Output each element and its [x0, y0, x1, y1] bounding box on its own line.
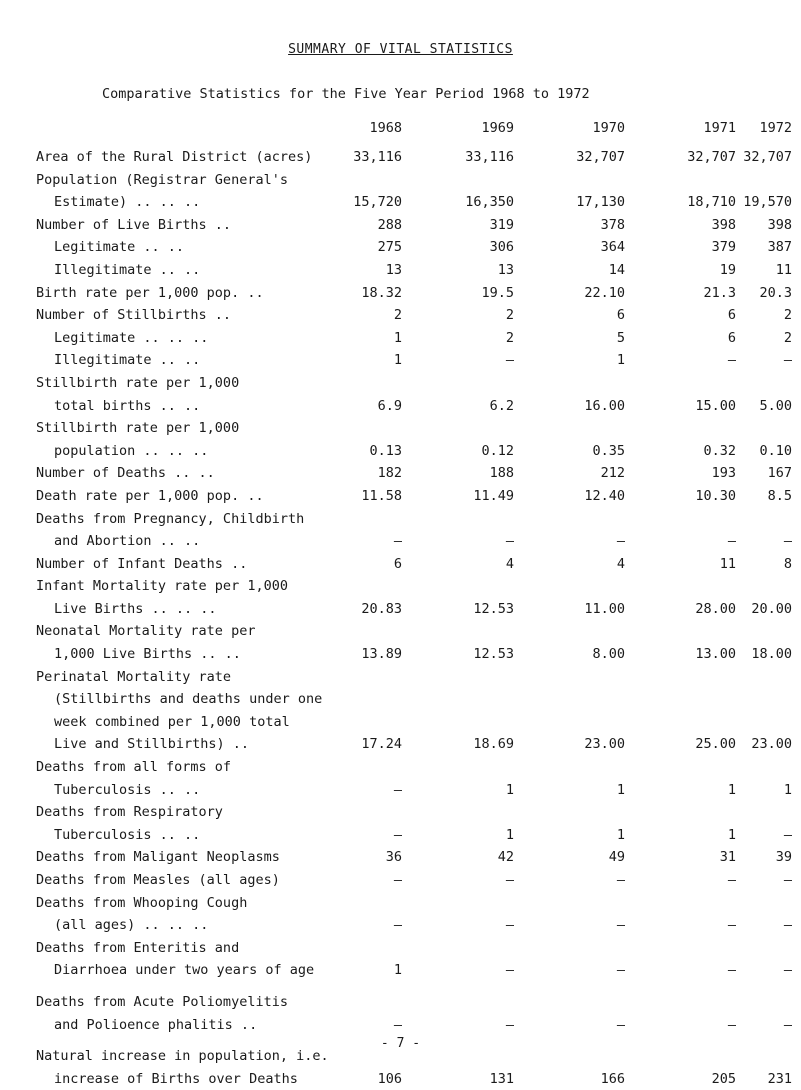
cell-value: 28.00: [695, 600, 736, 617]
table-row: [36, 869, 796, 892]
cell-value: 33,116: [353, 149, 402, 165]
row-label: [36, 756, 336, 801]
cell-value: –: [505, 872, 514, 888]
cell-value: 0.32: [703, 442, 736, 459]
row-label-line: Infant Mortality rate per 1,000: [36, 578, 288, 595]
cell-value: 8: [783, 555, 792, 572]
row-label-line: 1,000 Live Births .. ..: [54, 646, 241, 663]
cell-value: 5: [616, 329, 625, 346]
cell-value: 212: [600, 465, 625, 482]
row-label-line: population .. .. ..: [54, 442, 209, 459]
row-label: [36, 846, 336, 869]
cell-value: 1: [727, 781, 736, 798]
table-row: [36, 214, 796, 237]
row-label: [36, 214, 336, 237]
table-row: [36, 304, 796, 327]
row-label: [36, 169, 336, 214]
cell-value: 12.53: [473, 600, 514, 617]
cell-value: –: [616, 917, 625, 934]
row-label-line: Legitimate .. ..: [54, 239, 185, 256]
row-label-line: Illegitimate .. ..: [54, 261, 201, 278]
table-row: [36, 259, 796, 282]
table-row: [36, 937, 796, 982]
cell-value: 17,130: [576, 194, 625, 211]
row-label: [36, 892, 336, 937]
cell-value: 4: [616, 555, 625, 572]
cell-value: 398: [711, 216, 736, 233]
cell-value: 275: [377, 239, 402, 256]
year-header: 1971: [703, 119, 736, 136]
cell-value: 25.00: [695, 736, 736, 753]
cell-value: 1: [616, 826, 625, 843]
row-label-line: Number of Live Births ..: [36, 216, 232, 233]
row-label-line: Deaths from Acute Poliomyelitis: [36, 993, 288, 1010]
row-label-line: Deaths from Whooping Cough: [36, 894, 248, 911]
cell-value: 13: [385, 261, 402, 278]
cell-value: –: [783, 917, 792, 934]
row-label: [36, 801, 336, 846]
row-label-line: (Stillbirths and deaths under one: [54, 691, 323, 708]
row-label: [36, 236, 336, 259]
cell-value: 19,570: [743, 194, 792, 211]
cell-value: 6: [616, 307, 625, 324]
cell-value: 188: [489, 465, 514, 482]
cell-value: 106: [377, 1070, 402, 1087]
cell-value: 13.89: [361, 646, 402, 663]
cell-value: 1: [393, 352, 402, 369]
cell-value: 193: [711, 465, 736, 482]
row-label-line: Estimate) .. .. ..: [54, 194, 201, 211]
row-label-line: Deaths from Enteritis and: [36, 939, 240, 956]
row-label: [36, 1045, 336, 1090]
table-row: [36, 620, 796, 665]
cell-value: 6.2: [489, 397, 514, 414]
row-label-line: Stillbirth rate per 1,000: [36, 420, 240, 437]
cell-value: –: [393, 781, 402, 798]
cell-value: 23.00: [584, 736, 625, 753]
table-row: [36, 169, 796, 214]
cell-value: 6: [727, 329, 736, 346]
cell-value: 231: [767, 1070, 792, 1087]
cell-value: 22.10: [584, 284, 625, 301]
cell-value: –: [393, 917, 402, 934]
cell-value: 6: [393, 555, 402, 572]
cell-value: 1: [393, 329, 402, 346]
cell-value: 131: [489, 1070, 514, 1087]
row-label-line: Natural increase in population, i.e.: [36, 1048, 329, 1065]
cell-value: 306: [489, 239, 514, 256]
cell-value: –: [393, 1016, 402, 1033]
cell-value: 19: [719, 261, 736, 278]
row-label-line: (all ages) .. .. ..: [54, 917, 209, 934]
cell-value: –: [505, 917, 514, 934]
table-row: [36, 575, 796, 620]
row-label: [36, 327, 336, 350]
cell-value: 15,720: [353, 194, 402, 211]
row-label-line: Deaths from Maligant Neoplasms: [36, 849, 280, 866]
row-label: [36, 349, 336, 372]
row-label: [36, 282, 336, 305]
year-header: 1972: [759, 119, 792, 136]
cell-value: 378: [600, 216, 625, 233]
cell-value: –: [616, 1016, 625, 1033]
table-row: [36, 372, 796, 417]
cell-value: 8.00: [592, 646, 625, 663]
cell-value: 13: [497, 261, 514, 278]
cell-value: 32,707: [576, 149, 625, 165]
row-label-line: Birth rate per 1,000 pop. ..: [36, 284, 264, 301]
row-label-line: Deaths from Measles (all ages): [36, 872, 280, 888]
row-label-line: Live Births .. .. ..: [54, 600, 217, 617]
row-label-line: Deaths from Pregnancy, Childbirth: [36, 510, 305, 527]
cell-value: 11: [719, 555, 736, 572]
table-row: [36, 846, 796, 869]
cell-value: 33,116: [465, 149, 514, 165]
row-label-line: Neonatal Mortality rate per: [36, 623, 256, 640]
cell-value: 2: [783, 307, 792, 324]
row-label-line: Number of Infant Deaths ..: [36, 555, 248, 572]
page-number: - 7 -: [380, 1036, 421, 1051]
cell-value: 11.58: [361, 487, 402, 504]
row-label: [36, 304, 336, 327]
cell-value: –: [505, 962, 514, 979]
cell-value: 0.35: [592, 442, 625, 459]
cell-value: –: [616, 533, 625, 550]
cell-value: 6: [727, 307, 736, 324]
row-label-line: Diarrhoea under two years of age: [54, 962, 315, 979]
cell-value: 5.00: [759, 397, 792, 414]
row-label-line: week combined per 1,000 total: [54, 713, 290, 730]
cell-value: 6.9: [377, 397, 402, 414]
cell-value: 2: [505, 329, 514, 346]
cell-value: –: [727, 352, 736, 369]
cell-value: 20.83: [361, 600, 402, 617]
row-label: [36, 259, 336, 282]
row-label-line: Illegitimate .. ..: [54, 352, 201, 369]
cell-value: 166: [600, 1070, 625, 1087]
row-label: [36, 372, 336, 417]
cell-value: 18.00: [751, 646, 792, 663]
cell-value: –: [727, 533, 736, 550]
cell-value: 17.24: [361, 736, 402, 753]
cell-value: –: [783, 533, 792, 550]
row-label: [36, 146, 336, 169]
cell-value: 11: [775, 261, 792, 278]
table-row: [36, 1045, 796, 1090]
table-row: [36, 508, 796, 553]
cell-value: 49: [608, 849, 625, 866]
cell-value: 18.69: [473, 736, 514, 753]
row-label: [36, 485, 336, 508]
cell-value: 18.32: [361, 284, 402, 301]
year-header: 1968: [369, 119, 402, 136]
cell-value: 19.5: [481, 284, 514, 301]
row-label-line: Population (Registrar General's: [36, 171, 288, 188]
row-label: [36, 417, 336, 462]
table-row: [36, 553, 796, 576]
row-label-line: Number of Stillbirths ..: [36, 307, 232, 324]
table-row: [36, 801, 796, 846]
cell-value: 20.00: [751, 600, 792, 617]
cell-value: 2: [505, 307, 514, 324]
cell-value: 31: [719, 849, 736, 866]
cell-value: 16,350: [465, 194, 514, 211]
row-label: [36, 575, 336, 620]
cell-value: –: [727, 917, 736, 934]
cell-value: –: [727, 872, 736, 888]
cell-value: 32,707: [687, 149, 736, 165]
cell-value: 288: [377, 216, 402, 233]
cell-value: 1: [505, 781, 514, 798]
cell-value: 0.10: [759, 442, 792, 459]
cell-value: 8.5: [767, 487, 792, 504]
row-label-line: Legitimate .. .. ..: [54, 329, 209, 346]
row-label-line: Area of the Rural District (acres): [36, 149, 313, 165]
cell-value: 205: [711, 1070, 736, 1087]
table-row: [36, 327, 796, 350]
cell-value: 167: [767, 465, 792, 482]
table-subtitle: Comparative Statistics for the Five Year Period 1968 to 1972: [102, 86, 590, 102]
cell-value: –: [393, 826, 402, 843]
cell-value: 15.00: [695, 397, 736, 414]
cell-value: 398: [767, 216, 792, 233]
row-label: [36, 869, 336, 892]
cell-value: –: [727, 962, 736, 979]
cell-value: 20.3: [759, 284, 792, 301]
cell-value: 36: [385, 849, 402, 866]
cell-value: 0.12: [481, 442, 514, 459]
cell-value: 21.3: [703, 284, 736, 301]
row-label-line: increase of Births over Deaths: [54, 1070, 298, 1087]
cell-value: 23.00: [751, 736, 792, 753]
cell-value: –: [393, 872, 402, 888]
row-label-line: Number of Deaths .. ..: [36, 465, 215, 482]
row-label: [36, 937, 336, 982]
row-label: [36, 462, 336, 485]
year-header-row: [36, 110, 796, 146]
cell-value: 4: [505, 555, 514, 572]
table-row: [36, 485, 796, 508]
cell-value: 1: [616, 781, 625, 798]
row-label-line: Tuberculosis .. ..: [54, 781, 201, 798]
table-row: [36, 892, 796, 937]
row-label-line: Deaths from Respiratory: [36, 804, 223, 821]
row-label: [36, 666, 336, 756]
table-row: [36, 349, 796, 372]
cell-value: 1: [616, 352, 625, 369]
cell-value: 12.53: [473, 646, 514, 663]
cell-value: 2: [393, 307, 402, 324]
row-label-line: Deaths from all forms of: [36, 759, 232, 776]
table-row: [36, 462, 796, 485]
cell-value: –: [616, 962, 625, 979]
row-label: [36, 991, 336, 1036]
statistics-table: [36, 110, 796, 1090]
table-body: [36, 146, 796, 1090]
cell-value: 0.13: [369, 442, 402, 459]
table-row: [36, 991, 796, 1036]
row-label: [36, 553, 336, 576]
year-header: 1969: [481, 119, 514, 136]
cell-value: 39: [775, 849, 792, 866]
cell-value: 2: [783, 329, 792, 346]
cell-value: –: [783, 962, 792, 979]
row-label-line: Death rate per 1,000 pop. ..: [36, 487, 264, 504]
cell-value: –: [783, 352, 792, 369]
cell-value: 387: [767, 239, 792, 256]
table-row: [36, 236, 796, 259]
row-label: [36, 620, 336, 665]
table-row: [36, 417, 796, 462]
cell-value: –: [505, 533, 514, 550]
cell-value: 32,707: [743, 149, 792, 165]
row-label-line: and Polioence phalitis ..: [54, 1016, 258, 1033]
cell-value: 13.00: [695, 646, 736, 663]
cell-value: –: [783, 1016, 792, 1033]
cell-value: 16.00: [584, 397, 625, 414]
cell-value: 1: [393, 962, 402, 979]
cell-value: 42: [497, 849, 514, 866]
cell-value: 18,710: [687, 194, 736, 211]
cell-value: 1: [727, 826, 736, 843]
table-row: [36, 756, 796, 801]
cell-value: 1: [505, 826, 514, 843]
table-row: [36, 146, 796, 169]
row-label-line: Live and Stillbirths) ..: [54, 736, 250, 753]
cell-value: 11.00: [584, 600, 625, 617]
cell-value: –: [727, 1016, 736, 1033]
cell-value: 14: [608, 261, 625, 278]
year-header: 1970: [592, 119, 625, 136]
cell-value: 182: [377, 465, 402, 482]
cell-value: –: [616, 872, 625, 888]
cell-value: 319: [489, 216, 514, 233]
cell-value: –: [505, 1016, 514, 1033]
cell-value: 1: [783, 781, 792, 798]
row-label-line: Perinatal Mortality rate: [36, 668, 232, 685]
table-row: [36, 282, 796, 305]
cell-value: 364: [600, 239, 625, 256]
table-row: [36, 666, 796, 756]
cell-value: –: [783, 872, 792, 888]
cell-value: 379: [711, 239, 736, 256]
row-label-line: total births .. ..: [54, 397, 201, 414]
cell-value: –: [505, 352, 514, 369]
cell-value: 11.49: [473, 487, 514, 504]
cell-value: –: [393, 533, 402, 550]
cell-value: –: [783, 826, 792, 843]
row-label-line: Stillbirth rate per 1,000: [36, 374, 240, 391]
row-label-line: and Abortion .. ..: [54, 533, 201, 550]
cell-value: 12.40: [584, 487, 625, 504]
cell-value: 10.30: [695, 487, 736, 504]
row-label-line: Tuberculosis .. ..: [54, 826, 201, 843]
row-label: [36, 508, 336, 553]
page-title: SUMMARY OF VITAL STATISTICS: [288, 42, 513, 57]
